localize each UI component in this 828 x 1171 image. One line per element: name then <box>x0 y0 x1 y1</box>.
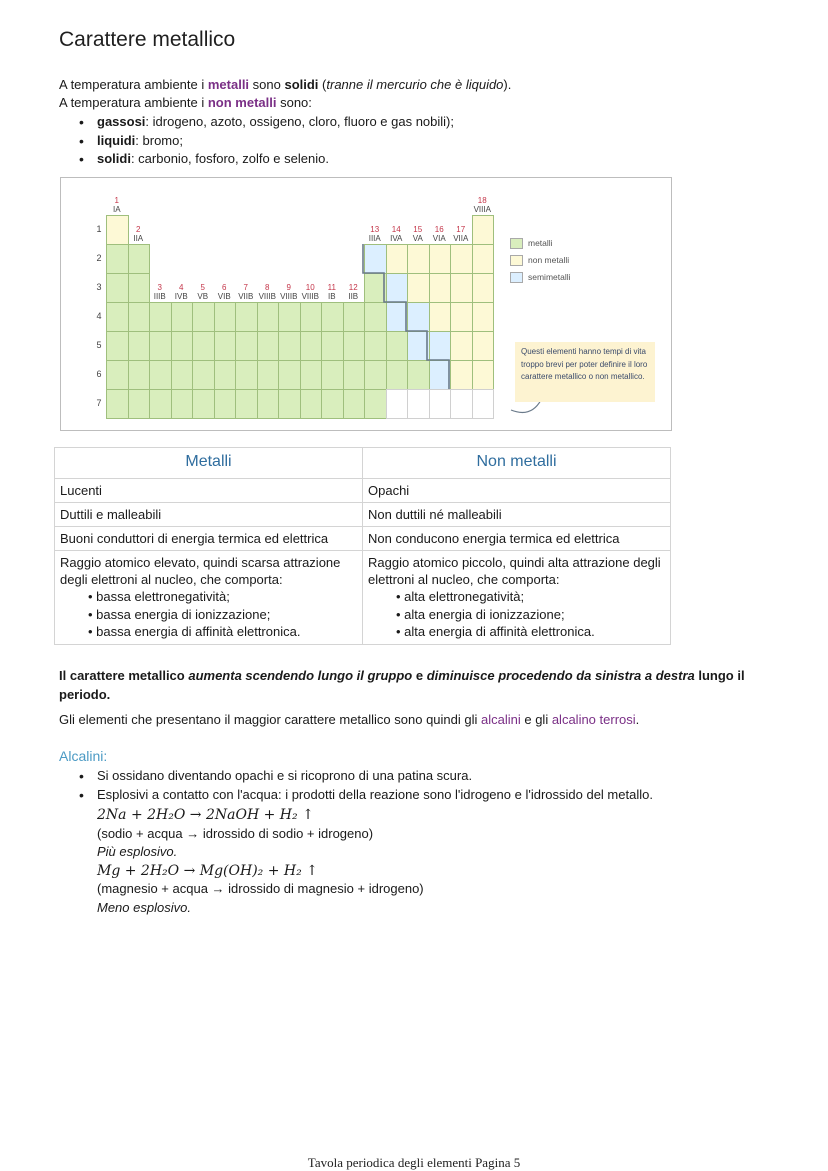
element-cell <box>472 302 495 332</box>
legend-swatch <box>510 272 523 283</box>
group-roman: VIIIB <box>280 292 298 301</box>
table-row <box>55 551 671 645</box>
element-cell <box>364 302 387 332</box>
element-cell <box>343 331 366 361</box>
element-cell <box>450 302 473 332</box>
page-footer: Tavola periodica degli elementi Pagina 5 <box>307 1155 521 1170</box>
element-cell <box>214 302 237 332</box>
group-roman: VIIIA <box>473 205 491 214</box>
cell-intro: Raggio atomico piccolo, quindi alta attrazione degli elettroni al nucleo, che comporta: <box>368 555 661 587</box>
element-cell <box>128 244 151 274</box>
alcalini-heading: Alcalini: <box>59 748 108 764</box>
group-roman: VIB <box>217 292 231 301</box>
period-label: 6 <box>96 369 102 379</box>
group-number: 7 <box>243 283 248 292</box>
cell-intro: Raggio atomico elevato, quindi scarsa attrazione degli elettroni al nucleo, che comporta: <box>60 555 341 587</box>
element-cell <box>472 389 495 419</box>
trend-statement: Il carattere metallico aumenta scendendo lungo il gruppo e diminuisce procedendo da sinistra a destra lungo il periodo. <box>59 668 745 702</box>
list-item: • Esplosivi a contatto con l'acqua: i prodotti della reazione sono l'idrogeno e l'idrossido del metallo. 2Na + 2H₂O → 2NaOH + H₂ ↑ (sodio + acqua → idrossido di sodio + idrogeno) Più esplosivo. Mg + 2H₂O → Mg(OH)₂ + H₂ ↑ (magnesio + acqua → idrossido di magnesio + idrogeno) Meno esplosivo. <box>59 786 653 918</box>
period-label: 7 <box>96 398 102 408</box>
element-cell <box>235 360 258 390</box>
periodic-table-figure <box>60 177 672 431</box>
group-roman: IIIA <box>368 234 381 243</box>
element-cell <box>450 273 473 303</box>
legend-swatch <box>510 238 523 249</box>
table-row <box>55 479 671 503</box>
element-cell <box>214 360 237 390</box>
list-item: • alta energia di affinità elettronica. <box>396 624 595 639</box>
element-cell <box>278 302 301 332</box>
element-cell <box>128 302 151 332</box>
group-number: 14 <box>391 225 401 234</box>
element-cell <box>429 302 452 332</box>
element-cell <box>429 389 452 419</box>
element-cell <box>321 360 344 390</box>
group-roman: VB <box>197 292 209 301</box>
element-cell <box>171 331 194 361</box>
group-roman: VIA <box>432 234 446 243</box>
element-cell <box>192 360 215 390</box>
group-number: 17 <box>456 225 466 234</box>
element-cell <box>235 302 258 332</box>
element-cell <box>192 389 215 419</box>
element-cell <box>321 302 344 332</box>
group-roman: IIB <box>348 292 359 301</box>
element-cell <box>450 360 473 390</box>
group-label <box>124 225 154 243</box>
table-header-row <box>55 448 671 479</box>
short-lifetime-note: Questi elementi hanno tempi di vita troppo brevi per poter definire il loro carattere metallico o non metallico. <box>515 342 655 402</box>
group-number: 4 <box>179 283 184 292</box>
period-label: 1 <box>96 224 102 234</box>
table-row <box>55 503 671 527</box>
element-cell <box>472 273 495 303</box>
group-number: 5 <box>200 283 205 292</box>
element-cell <box>106 389 129 419</box>
intro-text: ( <box>318 77 327 92</box>
list-item: • liquidi: bromo; <box>59 132 454 151</box>
element-cell <box>214 331 237 361</box>
group-number: 3 <box>157 283 162 292</box>
element-cell <box>472 360 495 390</box>
element-cell <box>278 360 301 390</box>
element-cell <box>429 360 452 390</box>
summary-line: Gli elementi che presentano il maggior carattere metallico sono quindi gli alcalini e gli alcalino terrosi. <box>59 712 640 727</box>
period-label: 4 <box>96 311 102 321</box>
element-cell <box>106 360 129 390</box>
element-cell <box>171 302 194 332</box>
list-item: • alta elettronegatività; <box>396 589 525 604</box>
table-cell: Lucenti <box>55 479 363 503</box>
element-cell <box>364 244 387 274</box>
list-item: • Si ossidano diventando opachi e si ricoprono di una patina scura. <box>59 767 653 786</box>
element-cell <box>386 389 409 419</box>
element-cell <box>450 331 473 361</box>
element-cell <box>407 244 430 274</box>
list-item: • solidi: carbonio, fosforo, zolfo e selenio. <box>59 150 454 169</box>
metalli-term: metalli <box>207 77 250 92</box>
element-cell <box>407 273 430 303</box>
nonmetal-states-list <box>59 113 454 169</box>
table-cell: Duttili e malleabili <box>55 503 363 527</box>
equation-magnesium: Mg + 2H₂O → Mg(OH)₂ + H₂ ↑ <box>97 862 318 879</box>
intro-text: sono <box>249 77 285 92</box>
table-row <box>55 527 671 551</box>
element-cell <box>407 331 430 361</box>
group-roman: IA <box>112 205 121 214</box>
group-number: 11 <box>327 283 336 292</box>
table-cell: Non conducono energia termica ed elettrica <box>363 527 671 551</box>
element-cell <box>192 302 215 332</box>
element-cell <box>429 273 452 303</box>
element-cell <box>450 389 473 419</box>
element-cell <box>386 331 409 361</box>
table-cell <box>55 551 363 645</box>
intro-text: sono: <box>276 95 312 110</box>
group-number: 6 <box>222 283 227 292</box>
period-label: 3 <box>96 282 102 292</box>
element-cell <box>450 244 473 274</box>
element-cell <box>257 389 280 419</box>
element-cell <box>386 273 409 303</box>
intro-line-1 <box>59 76 511 94</box>
mercury-note: tranne il mercurio che è liquido <box>326 77 504 92</box>
element-cell <box>407 360 430 390</box>
group-number: 13 <box>370 225 380 234</box>
element-cell <box>214 389 237 419</box>
element-cell <box>192 331 215 361</box>
intro-text: ). <box>503 77 512 92</box>
equation-magnesium-description: (magnesio + acqua → idrossido di magnesio + idrogeno) <box>97 881 424 896</box>
element-cell <box>429 331 452 361</box>
element-cell <box>235 331 258 361</box>
alcalino-terrosi-term: alcalino terrosi <box>551 712 636 727</box>
list-item: • bassa energia di affinità elettronica. <box>88 624 301 639</box>
element-cell <box>149 389 172 419</box>
element-cell <box>128 331 151 361</box>
group-roman: VIIB <box>238 292 254 301</box>
element-cell <box>149 302 172 332</box>
group-number: 15 <box>413 225 423 234</box>
element-cell <box>321 331 344 361</box>
group-label <box>446 225 476 243</box>
group-label <box>102 196 132 214</box>
element-cell <box>235 389 258 419</box>
table-cell <box>363 551 671 645</box>
table-cell: Non duttili né malleabili <box>363 503 671 527</box>
equation-magnesium-note: Meno esplosivo. <box>97 899 191 915</box>
intro-line-2 <box>59 94 312 112</box>
element-cell <box>386 244 409 274</box>
page-title: Carattere metallico <box>59 28 236 51</box>
metal-properties-list <box>60 588 357 641</box>
element-cell <box>149 331 172 361</box>
non-metalli-term: non metalli <box>207 95 277 110</box>
metals-vs-nonmetals-table <box>54 447 671 645</box>
list-item: • alta energia di ionizzazione; <box>396 606 565 622</box>
list-item: • gassosi: idrogeno, azoto, ossigeno, cloro, fluoro e gas nobili); <box>59 113 454 132</box>
group-number: 1 <box>114 196 119 205</box>
group-roman: IVB <box>174 292 188 301</box>
group-number: 16 <box>434 225 444 234</box>
group-roman: IVA <box>390 234 403 243</box>
group-number: 12 <box>348 283 358 292</box>
legend-label: metalli <box>528 238 553 248</box>
equation-sodium-note: Più esplosivo. <box>97 844 178 859</box>
element-cell <box>171 360 194 390</box>
element-cell <box>407 389 430 419</box>
element-cell <box>386 302 409 332</box>
group-label <box>339 283 369 301</box>
solidi-term: solidi <box>284 77 319 92</box>
group-number: 9 <box>286 283 291 292</box>
intro-text: A temperatura ambiente i <box>59 77 208 92</box>
group-number: 8 <box>265 283 270 292</box>
element-cell <box>149 360 172 390</box>
element-cell <box>171 389 194 419</box>
alcalini-term: alcalini <box>481 712 521 727</box>
group-roman: VIIIB <box>258 292 276 301</box>
element-cell <box>364 389 387 419</box>
element-cell <box>106 273 129 303</box>
element-cell <box>300 331 323 361</box>
element-cell <box>106 244 129 274</box>
group-roman: IB <box>327 292 336 301</box>
period-label: 5 <box>96 340 102 350</box>
element-cell <box>300 389 323 419</box>
element-cell <box>257 302 280 332</box>
element-cell <box>257 360 280 390</box>
period-label: 2 <box>96 253 102 263</box>
element-cell <box>128 360 151 390</box>
element-cell <box>257 331 280 361</box>
group-roman: VIIIB <box>301 292 319 301</box>
group-number: 18 <box>477 196 487 205</box>
group-roman: VIIA <box>453 234 469 243</box>
legend-label: non metalli <box>528 255 570 265</box>
element-cell <box>343 389 366 419</box>
list-item: • bassa elettronegatività; <box>88 589 230 604</box>
equation-sodium: 2Na + 2H₂O → 2NaOH + H₂ ↑ <box>97 807 314 823</box>
alcalini-list <box>59 767 653 917</box>
element-cell <box>106 302 129 332</box>
element-cell <box>128 389 151 419</box>
element-cell <box>472 244 495 274</box>
table-cell: Opachi <box>363 479 671 503</box>
group-label <box>468 196 498 214</box>
nonmetal-properties-list <box>368 588 665 641</box>
element-cell <box>300 302 323 332</box>
group-roman: IIA <box>133 234 144 243</box>
group-number: 10 <box>305 283 315 292</box>
table-cell: Buoni conduttori di energia termica ed elettrica <box>55 527 363 551</box>
group-roman: IIIB <box>153 292 166 301</box>
element-cell <box>343 302 366 332</box>
header-metalli: Metalli <box>55 448 363 479</box>
element-cell <box>300 360 323 390</box>
element-cell <box>343 360 366 390</box>
element-cell <box>429 244 452 274</box>
intro-text: A temperatura ambiente i <box>59 95 208 110</box>
group-roman: VA <box>412 234 423 243</box>
list-item: • bassa energia di ionizzazione; <box>88 606 271 622</box>
element-cell <box>278 389 301 419</box>
element-cell <box>106 331 129 361</box>
element-cell <box>364 331 387 361</box>
legend-swatch <box>510 255 523 266</box>
header-non-metalli: Non metalli <box>363 448 671 479</box>
equation-sodium-description: (sodio + acqua → idrossido di sodio + idrogeno) <box>97 825 374 841</box>
element-cell <box>472 331 495 361</box>
group-number: 2 <box>136 225 141 234</box>
element-cell <box>364 360 387 390</box>
element-cell <box>386 360 409 390</box>
element-cell <box>407 302 430 332</box>
legend-label: semimetalli <box>528 272 571 282</box>
element-cell <box>278 331 301 361</box>
element-cell <box>321 389 344 419</box>
